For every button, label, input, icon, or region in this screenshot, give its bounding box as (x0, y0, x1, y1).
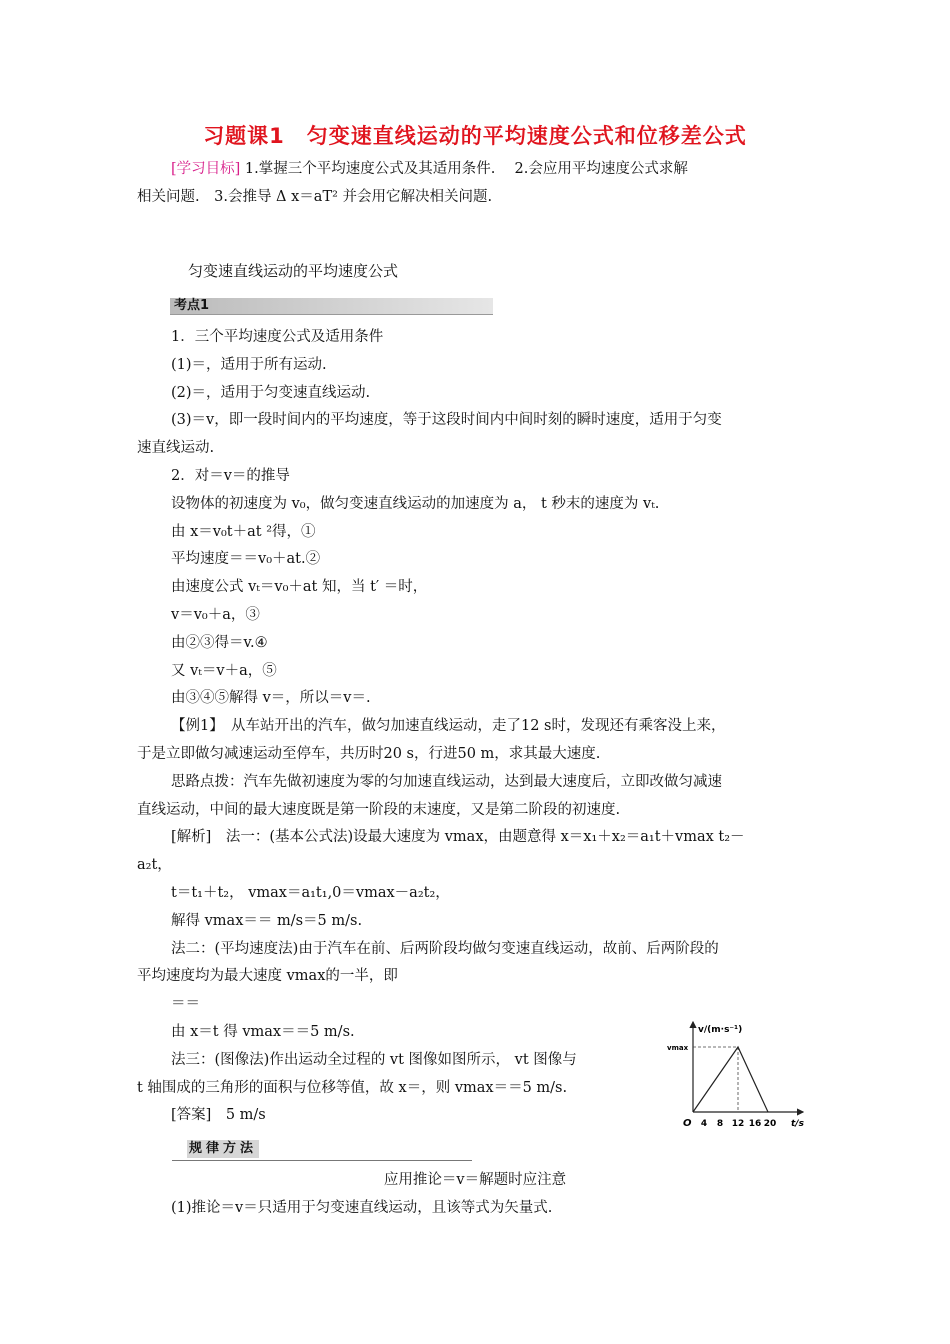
body-line: 【例1】 从车站开出的汽车，做匀加速直线运动，走了12 s时，发现还有乘客没上来， (171, 718, 726, 735)
objectives-text-1: 1.掌握三个平均速度公式及其适用条件. 2.会应用平均速度公式求解 (240, 161, 688, 177)
x-tick-20: 20 (763, 1119, 777, 1129)
body-line: 由速度公式 vₜ＝v₀＋at 知，当 t′ ＝时， (171, 579, 428, 596)
objectives-tag: [学习目标] (171, 161, 241, 177)
body-line: 由③④⑤解得 v＝，所以＝v＝. (171, 690, 371, 707)
body-line: 设物体的初速度为 v₀，做匀变速直线运动的加速度为 a， t 秒末的速度为 vₜ. (171, 495, 660, 512)
body-line: 由 x＝t 得 vmax＝＝5 m/s. (171, 1023, 355, 1040)
body-line: 直线运动，中间的最大速度既是第一阶段的末速度，又是第二阶段的初速度. (137, 801, 621, 818)
x-tick-16: 16 (748, 1119, 762, 1129)
body-text (137, 324, 817, 1130)
body-line: 法二：(平均速度法)由于汽车在前、后两阶段均做匀变速直线运动，故前、后两阶段的 (171, 940, 719, 957)
origin-label: O (683, 1118, 692, 1129)
body-line: [解析] 法一：(基本公式法)设最大速度为 vmax，由题意得 x＝x₁＋x₂＝a₁t＋vmax t₂－ (171, 829, 745, 846)
rule-header-line (172, 1160, 472, 1161)
body-line: 于是立即做匀减速运动至停车，共历时20 s，行进50 m，求其最大速度. (137, 745, 601, 762)
body-line: 平均速度均为最大速度 vmax的一半，即 (137, 968, 398, 985)
vt-series-line (693, 1047, 768, 1112)
body-line: t 轴围成的三角形的面积与位移等值，故 x＝，则 vmax＝＝5 m/s. (137, 1079, 568, 1096)
x-axis-label: t/s (791, 1119, 804, 1129)
body-line: a₂t， (137, 857, 172, 874)
body-line: v＝v₀＋a，③ (171, 606, 260, 623)
body-line: (1)＝，适用于所有运动. (171, 356, 327, 373)
vmax-label: vmax (667, 1044, 689, 1052)
body-line: t＝t₁＋t₂， vmax＝a₁t₁,0＝vmax－a₂t₂， (171, 884, 450, 901)
rule-header (172, 1138, 472, 1162)
section-title: 匀变速直线运动的平均速度公式 (188, 262, 399, 280)
y-axis-label: v/(m·s⁻¹) (698, 1025, 743, 1035)
kaodian-banner (170, 298, 493, 316)
x-tick-12: 12 (731, 1119, 745, 1129)
rule-header-label: 规律方法 (188, 1141, 257, 1156)
x-tick-8: 8 (716, 1119, 724, 1129)
objectives-text-2: 相关问题. 3.会推导 Δ x＝aT² 并会用它解决相关问题. (137, 189, 493, 205)
body-line: 又 vₜ＝v＋a，⑤ (171, 662, 277, 679)
x-tick-4: 4 (700, 1119, 708, 1129)
body-line: 2．对＝v＝的推导 (171, 467, 290, 484)
body-line: [答案] 5 m/s (171, 1107, 266, 1124)
vt-graph (663, 1018, 818, 1131)
kaodian-bar (170, 298, 493, 315)
body-line: 法三：(图像法)作出运动全过程的 vt 图像如图所示， vt 图像与 (171, 1051, 577, 1068)
body-line: 平均速度＝＝v₀＋at.② (171, 551, 321, 568)
learning-objectives (137, 155, 817, 211)
rule-line-1: (1)推论＝v＝只适用于匀变速直线运动，且该等式为矢量式. (171, 1200, 553, 1216)
body-line: ＝＝ (171, 996, 200, 1013)
body-line: 由②③得＝v.④ (171, 634, 268, 651)
kaodian-label: 考点1 (174, 298, 210, 313)
page-title: 习题课1 匀变速直线运动的平均速度公式和位移差公式 (203, 124, 747, 148)
body-line: 解得 vmax＝＝ m/s＝5 m/s. (171, 912, 363, 929)
rule-title: 应用推论＝v＝解题时应注意 (383, 1172, 567, 1188)
body-line: 由 x＝v₀t＋at ²得，① (171, 523, 316, 540)
body-line: 思路点拨：汽车先做初速度为零的匀加速直线运动，达到最大速度后，立即改做匀减速 (171, 773, 722, 790)
body-line: 速直线运动. (137, 440, 215, 457)
body-line: 1．三个平均速度公式及适用条件 (171, 329, 384, 345)
body-line: (2)＝，适用于匀变速直线运动. (171, 384, 371, 401)
body-line: (3)＝v，即一段时间内的平均速度，等于这段时间内中间时刻的瞬时速度，适用于匀变 (171, 412, 722, 429)
